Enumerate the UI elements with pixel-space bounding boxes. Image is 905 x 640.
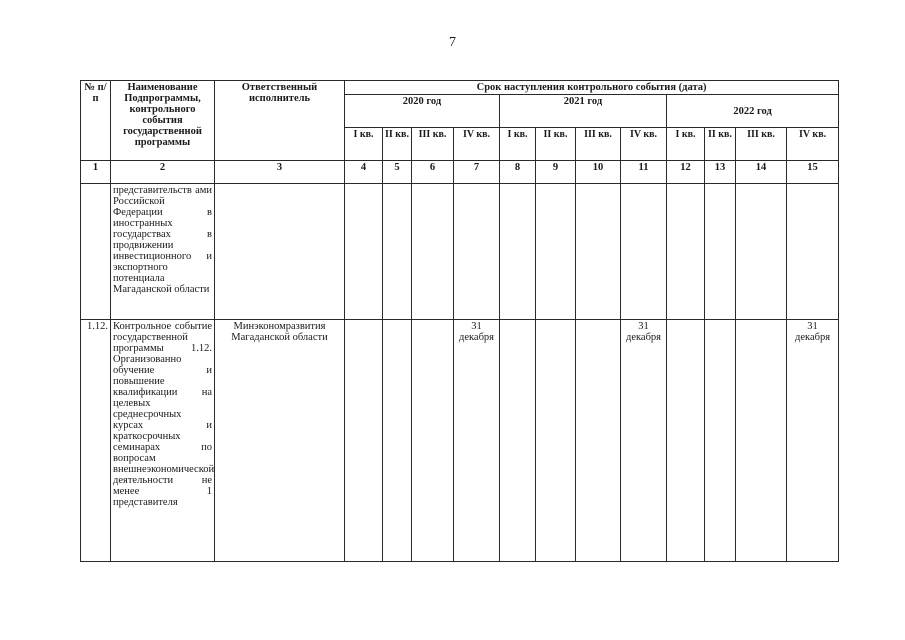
column-number: 5 (383, 161, 412, 184)
date-cell (345, 320, 383, 562)
header-year-2020: 2020 год (345, 95, 500, 128)
page-number: 7 (449, 35, 456, 50)
date-cell (621, 184, 667, 320)
column-number-row (81, 161, 839, 184)
date-cell (500, 320, 536, 562)
header-quarter: IV кв. (787, 128, 839, 161)
header-quarter: IV кв. (621, 128, 667, 161)
header-quarter: IV кв. (454, 128, 500, 161)
date-cell (667, 184, 705, 320)
table-row (81, 320, 839, 562)
column-number: 15 (787, 161, 839, 184)
date-cell (500, 184, 536, 320)
row-name: представительств ами Российской Федерации в иностранных государствах в продвижении инвестиционного и экспортного потенциала Магаданской области (111, 184, 215, 320)
column-number: 1 (81, 161, 111, 184)
column-number: 2 (111, 161, 215, 184)
date-cell (536, 184, 576, 320)
header-num: № п/п (81, 81, 111, 161)
row-num (81, 184, 111, 320)
row-executor (215, 184, 345, 320)
column-number: 14 (736, 161, 787, 184)
date-cell (454, 184, 500, 320)
column-number: 9 (536, 161, 576, 184)
header-quarter: II кв. (536, 128, 576, 161)
date-cell: 31 декабря (787, 320, 839, 562)
date-cell (412, 184, 454, 320)
date-cell (667, 320, 705, 562)
header-executor: Ответственный исполнитель (215, 81, 345, 161)
date-cell (787, 184, 839, 320)
column-number: 10 (576, 161, 621, 184)
header-deadline: Срок наступления контрольного события (дата) (345, 81, 839, 95)
header-quarter: I кв. (667, 128, 705, 161)
row-name: Контрольное событие государственной программы 1.12. Организованно обучение и повышение квалификации на целевых среднесрочных курсах и краткосрочных семинарах по вопросам внешнеэкономической деятельности не менее 1 представителя (111, 320, 215, 562)
date-cell (412, 320, 454, 562)
row-num: 1.12. (81, 320, 111, 562)
column-number: 3 (215, 161, 345, 184)
date-cell (576, 320, 621, 562)
header-quarter: III кв. (576, 128, 621, 161)
column-number: 11 (621, 161, 667, 184)
header-quarter: I кв. (345, 128, 383, 161)
header-year-2022: 2022 год (667, 95, 839, 128)
column-number: 6 (412, 161, 454, 184)
column-number: 4 (345, 161, 383, 184)
date-cell (345, 184, 383, 320)
table-row (81, 184, 839, 320)
column-number: 13 (705, 161, 736, 184)
header-quarter: III кв. (412, 128, 454, 161)
column-number: 7 (454, 161, 500, 184)
header-quarter: II кв. (705, 128, 736, 161)
date-cell: 31 декабря (621, 320, 667, 562)
column-number: 12 (667, 161, 705, 184)
date-cell (705, 184, 736, 320)
date-cell (736, 320, 787, 562)
date-cell (383, 184, 412, 320)
header-year-2021: 2021 год (500, 95, 667, 128)
date-cell (536, 320, 576, 562)
header-quarter: III кв. (736, 128, 787, 161)
column-number: 8 (500, 161, 536, 184)
date-cell (705, 320, 736, 562)
date-cell (383, 320, 412, 562)
header-quarter: I кв. (500, 128, 536, 161)
date-cell (576, 184, 621, 320)
date-cell (736, 184, 787, 320)
row-executor: Минэкономразвития Магаданской области (215, 320, 345, 562)
date-cell: 31 декабря (454, 320, 500, 562)
header-name: Наименование Подпрограммы, контрольного события государственной программы (111, 81, 215, 161)
control-events-table (80, 80, 839, 562)
header-quarter: II кв. (383, 128, 412, 161)
